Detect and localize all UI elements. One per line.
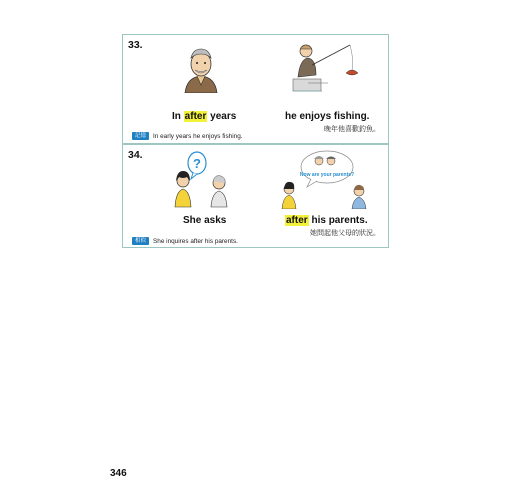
- item-number: 34.: [128, 149, 143, 161]
- note-text: She inquires after his parents.: [153, 237, 238, 245]
- parents-question-illustration: [275, 149, 375, 209]
- left-phrase: [172, 111, 236, 122]
- card-34: [122, 144, 389, 248]
- question-mark: ?: [193, 156, 201, 171]
- girl-asking-illustration: [165, 149, 240, 209]
- old-man-illustration: [181, 43, 221, 93]
- page-number: 346: [110, 468, 127, 479]
- note-line: [132, 132, 243, 140]
- phrase-text: his parents.: [308, 215, 368, 226]
- note-tag: 相似: [132, 237, 149, 245]
- fisherman-illustration: [288, 39, 363, 94]
- speech-bubble-text: Now are your parents?: [299, 172, 355, 178]
- chinese-translation: 她問起他父母的狀況。: [310, 229, 380, 237]
- note-line: [132, 237, 238, 245]
- highlighted-word: after: [286, 215, 308, 226]
- card-33: [122, 34, 389, 144]
- note-text: In early years he enjoys fishing.: [153, 132, 243, 140]
- note-tag: 記憶: [132, 132, 149, 140]
- right-phrase: he enjoys fishing.: [285, 111, 370, 122]
- highlighted-word: after: [184, 111, 207, 122]
- item-number: 33.: [128, 39, 143, 51]
- chinese-translation: 晚年他喜歡釣魚。: [324, 125, 380, 133]
- phrase-text: In: [172, 111, 184, 122]
- right-phrase: [285, 215, 368, 226]
- left-phrase: She asks: [183, 215, 227, 226]
- phrase-text: years: [207, 111, 237, 122]
